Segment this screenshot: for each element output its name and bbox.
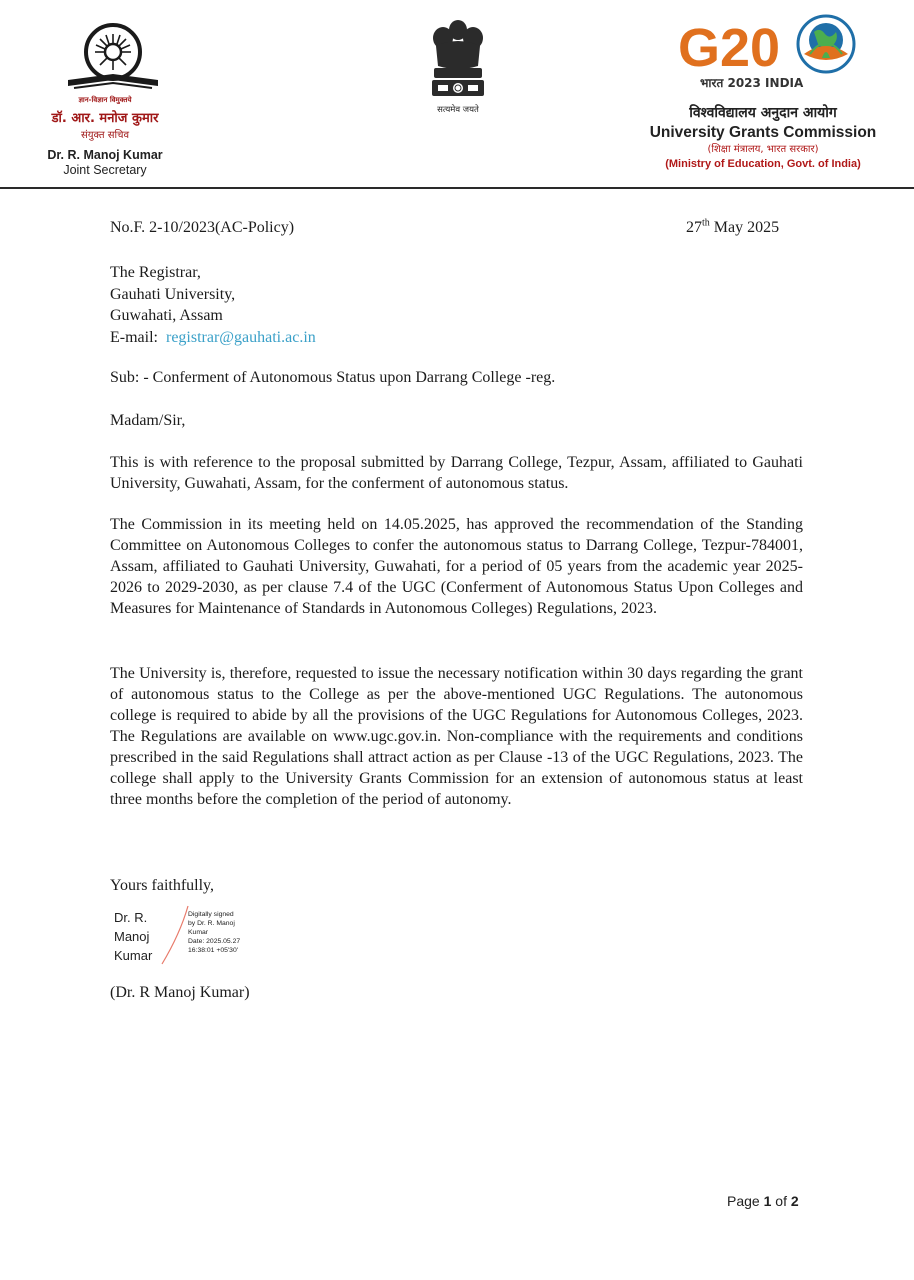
body-paragraph: The University is, therefore, requested to issue the necessary notification within 30 days regarding the grant of autonomous status to the College as per the above-mentioned UGC Regulations. The autonomous college is required to abide by all the provisions of the UGC Regulations for Autonomous Colleges, 2023. The Regulations are available on www.ugc.gov.in. Non-compliance with the requirements and conditions prescribed in the said Regulations shall attract action as per Clause -13 of the UGC Regulations, 2023. The college shall apply to the University Grants Commission for an extension of autonomous status at least three months before the completion of the period of autonomy. (110, 665, 803, 808)
recipient-line: Gauhati University, (110, 285, 236, 303)
email-label: E-mail: (110, 328, 162, 346)
national-motto: सत्यमेव जयते (437, 105, 479, 115)
sender-name-hindi: डॉ. आर. मनोज कुमार (51, 111, 159, 126)
page-number (727, 1193, 799, 1209)
digital-signature-line: 16:38:01 +05'30' (188, 947, 239, 954)
signatory-name: (Dr. R Manoj Kumar) (110, 984, 250, 1001)
ministry-hindi: (शिक्षा मंत्रालय, भारत सरकार) (707, 144, 819, 155)
date-suffix: th (702, 217, 710, 229)
signature-name-line: Dr. R. (114, 910, 148, 925)
sender-name: Dr. R. Manoj Kumar (47, 148, 163, 162)
recipient-line: The Registrar, (110, 264, 201, 281)
recipient-address (110, 262, 316, 348)
ugc-motto: ज्ञान-विज्ञान विमुक्तये (78, 96, 132, 104)
sender-designation-hindi: संयुक्त सचिव (80, 130, 130, 141)
recipient-email-line (110, 327, 316, 349)
page-of: of (771, 1193, 791, 1209)
signature-name-line: Kumar (114, 948, 153, 963)
g20-caption-english: 2023 INDIA (727, 76, 804, 90)
national-emblem-icon (422, 16, 494, 102)
body-paragraph: This is with reference to the proposal submitted by Darrang College, Tezpur, Assam, affiliated to Gauhati University, Guwahati, Assam, for the conferment of autonomous status. (110, 454, 803, 492)
signature-name (114, 908, 152, 965)
digital-signature-line: by Dr. R. Manoj (188, 920, 235, 927)
g20-logo-text: G20 (678, 18, 781, 78)
page-current: 1 (763, 1193, 772, 1209)
organization-block (630, 104, 896, 172)
sender-designation: Joint Secretary (63, 163, 147, 177)
page-label: Page (727, 1193, 764, 1209)
recipient-email-link[interactable]: registrar@gauhati.ac.in (165, 328, 316, 346)
recipient-line: Guwahati, Assam (110, 307, 223, 324)
signature-name-line: Manoj (114, 929, 150, 944)
header-divider (0, 187, 914, 189)
g20-caption-hindi: भारत (700, 76, 724, 90)
digital-signature-details (188, 910, 240, 955)
sender-block (10, 96, 200, 178)
ministry: (Ministry of Education, Govt. of India) (665, 158, 861, 170)
digital-signature-line: Date: 2025.05.27 (188, 938, 241, 945)
closing: Yours faithfully, (110, 877, 215, 894)
date-day: 27 (686, 219, 702, 236)
digital-signature-line: Kumar (188, 929, 209, 936)
g20-caption (700, 74, 860, 91)
date-rest: May 2025 (709, 219, 780, 236)
org-name-hindi: विश्वविद्यालय अनुदान आयोग (689, 105, 837, 121)
letter-date (686, 217, 779, 238)
ugc-emblem-icon (60, 20, 166, 96)
salutation: Madam/Sir, (110, 412, 186, 429)
digital-signature-line: Digitally signed (188, 911, 234, 918)
body-paragraph: The Commission in its meeting held on 14.05.2025, has approved the recommendation of the Standing Committee on Autonomous Colleges to confer the autonomous status to Darrang College, Tezpur-784001, Assam, affiliated to Gauhati University, Guwahati, for a period of 05 years from the academic year 2025-2026 to 2029-2030, as per clause 7.4 of the UGC (Conferment of Autonomous Status Upon Colleges and Measures for Maintenance of Standards in Autonomous Colleges) Regulations, 2023. (110, 516, 803, 617)
reference-number: No.F. 2-10/2023(AC-Policy) (110, 219, 295, 236)
letter-subject: Sub: - Conferment of Autonomous Status upon Darrang College -reg. (110, 369, 556, 386)
page-total: 2 (790, 1193, 799, 1209)
org-name: University Grants Commission (649, 124, 877, 141)
